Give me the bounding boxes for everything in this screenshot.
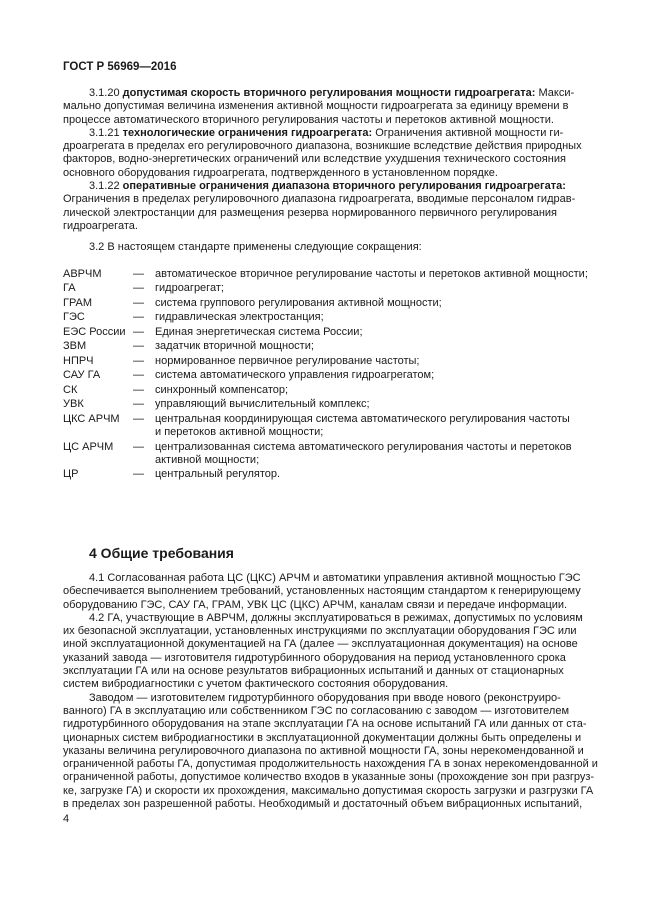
paragraph-first-line [63, 87, 575, 100]
abbreviation-row [63, 468, 557, 481]
paragraph-text: 4.2 ГА, участвующие в АВРЧМ, должны эксплуатироваться в режимах, допустимых по условиям [89, 611, 583, 624]
abbreviation-definition [155, 468, 557, 481]
paragraph-line: гидротурбинного оборудования на этапе эксплуатации ГА на основе испытаний ГА или данных от ста- [63, 718, 587, 731]
paragraph-line: указаны величина регулировочного диапазона по активной мощности ГА, зоны нерекомендованной и [63, 744, 584, 757]
abbreviation-row [63, 297, 557, 310]
definition-line: активной мощности; [155, 453, 260, 466]
paragraph [63, 180, 576, 233]
abbreviation-dash: — [133, 325, 144, 338]
abbreviation-definition [155, 413, 570, 440]
abbreviation-dash: — [133, 412, 144, 425]
abbreviation-code: УВК [63, 398, 84, 411]
paragraph-line: дроагрегата в пределах его регулировочного диапазона, возникшие вследствие действия природных [63, 140, 582, 153]
abbreviation-dash: — [133, 340, 144, 353]
clause-number: 3.1.20 [89, 87, 123, 99]
abbreviation-dash: — [133, 354, 144, 367]
abbreviation-definition [155, 340, 557, 353]
abbreviation-row [63, 412, 570, 440]
paragraph-line: оборудованию ГЭС, САУ ГА, ГРАМ, УВК ЦС (ЦКС) АРЧМ, каналам связи и передаче информации. [63, 598, 568, 611]
paragraph-line: лической электростанции для размещения резерва нормированного первичного регулирования [63, 206, 557, 219]
abbreviation-row [63, 384, 557, 397]
abbreviation-dash: — [133, 369, 144, 382]
abbreviations-intro: 3.2 В настоящем стандарте применены следующие сокращения: [89, 241, 422, 253]
paragraph-text: Заводом — изготовителем гидротурбинного оборудования при вводе нового (реконструиро- [89, 691, 561, 704]
definition-line: централизованная система автоматического регулирования частоты и перетоков [155, 440, 572, 453]
abbreviation-definition [155, 297, 557, 310]
definition-line: система автоматического управления гидроагрегатом; [155, 369, 435, 382]
paragraph-line: в пределах зон разрешенной работы. Необходимый и достаточный объем вибрационных испытаний, [63, 798, 583, 811]
paragraph-first-line [63, 572, 581, 585]
paragraph [63, 87, 575, 127]
section-3-definitions [63, 87, 582, 233]
clause-number: 3.1.21 [89, 126, 123, 139]
abbreviation-code: ГА [63, 282, 76, 295]
paragraph-line: их безопасной эксплуатации, установленных инструкциями по эксплуатации оборудования ГЭС или [63, 625, 577, 638]
document-header: ГОСТ Р 56969—2016 [63, 61, 177, 73]
paragraph [63, 126, 582, 180]
definition-line: управляющий вычислительный комплекс; [155, 398, 370, 411]
abbreviation-row [63, 369, 557, 382]
paragraph-line: иной эксплуатационной документацией на ГА (далее — эксплуатационная документация) на основе [63, 638, 578, 651]
abbreviation-code: АВРЧМ [63, 268, 102, 280]
abbreviation-code: ЦКС АРЧМ [63, 412, 120, 425]
paragraph-line: ке, загрузке ГА) и скорости их прохождения, максимально допустимая скорость загрузки и разгрузки ГА [63, 784, 594, 797]
paragraph-line: гидроагрегата. [63, 219, 138, 232]
definition-line: синхронный компенсатор; [155, 383, 289, 396]
abbreviations-list [63, 268, 588, 483]
paragraph-line: процессе автоматического вторичного регулирования частоты и перетоков активной мощности. [63, 113, 554, 126]
abbreviation-dash: — [133, 311, 144, 324]
paragraph-line: мально допустимая величина изменения активной мощности гидроагрегата за единицу времени в [63, 100, 569, 113]
abbreviation-definition [155, 355, 557, 368]
definition-line: и перетоков активной мощности; [155, 426, 324, 439]
page-number: 4 [63, 813, 70, 825]
paragraph [63, 611, 583, 692]
paragraph-line: факторов, водно-энергетических ограничений или вследствие ухудшения технического состояния [63, 153, 566, 166]
section-4-heading: 4 Общие требования [89, 545, 234, 561]
abbreviation-definition [155, 268, 588, 281]
abbreviation-row [63, 282, 557, 295]
abbreviation-code: ГЭС [63, 311, 85, 324]
abbreviation-code: САУ ГА [63, 369, 101, 382]
section-4-general-requirements [63, 572, 598, 811]
paragraph-line: ограниченной работы ГА, допустимая продолжительность нахождения ГА в зонах нерекомендованной и [63, 758, 598, 771]
abbreviation-dash: — [133, 268, 144, 280]
paragraph-line: систем вибродиагностики с учетом фактического состояния оборудования. [63, 678, 449, 691]
abbreviation-code: ЗВМ [63, 340, 87, 353]
paragraph-line: обеспечивается выполнением требований, установленных настоящим стандартом к генерирующему [63, 585, 581, 598]
abbreviation-row [63, 440, 572, 468]
abbreviation-definition [155, 384, 557, 397]
defined-term: допустимая скорость вторичного регулирования мощности гидроагрегата: [122, 87, 536, 99]
abbreviation-definition [155, 398, 557, 411]
abbreviation-code: СК [63, 383, 78, 396]
paragraph-line: ограниченной работы, допустимое количество входов в указанные зоны (прохождение зон при разгруз- [63, 771, 595, 784]
paragraph-text: 4.1 Согласованная работа ЦС (ЦКС) АРЧМ и автоматики управления активной мощностью ГЭС [89, 572, 581, 584]
abbreviation-row [63, 326, 557, 339]
paragraph-line: указаний завода — изготовителя гидротурбинного оборудования на период установленного срока [63, 651, 566, 664]
abbreviation-definition [155, 311, 557, 324]
definition-line: автоматическое вторичное регулирование частоты и перетоков активной мощности; [155, 268, 588, 280]
abbreviation-code: НПРЧ [63, 354, 94, 367]
paragraph [63, 572, 581, 612]
abbreviation-row [63, 268, 588, 281]
paragraph-text: Макси- [535, 87, 575, 99]
abbreviation-definition [155, 441, 572, 468]
abbreviation-code: ГРАМ [63, 296, 93, 309]
abbreviation-dash: — [133, 383, 144, 396]
paragraph-first-line [63, 611, 583, 625]
paragraph [63, 691, 598, 812]
paragraph-line: ванного) ГА в эксплуатацию или собственником ГЭС по согласованию с заводом — изготовителем [63, 704, 569, 717]
abbreviation-row [63, 311, 557, 324]
abbreviation-code: ЦР [63, 468, 79, 481]
abbreviation-definition [155, 326, 557, 339]
paragraph-line: эксплуатации ГА или на основе результатов вибрационных испытаний и данных от стационарных [63, 665, 564, 678]
paragraph-first-line [63, 126, 564, 140]
paragraph-line: основного оборудования гидроагрегата, подтвержденного в установленном порядке. [63, 166, 498, 179]
abbreviation-row [63, 355, 557, 368]
abbreviation-row [63, 340, 557, 353]
abbreviation-definition [155, 369, 557, 382]
abbreviation-dash: — [133, 468, 144, 481]
abbreviation-code: ЦС АРЧМ [63, 440, 114, 453]
abbreviation-definition [155, 282, 557, 295]
abbreviation-row [63, 398, 557, 411]
abbreviation-code: ЕЭС России [63, 325, 126, 338]
clause-number: 3.1.22 [89, 180, 123, 193]
defined-term: оперативные ограничения диапазона вторичного регулирования гидроагрегата: [122, 180, 566, 193]
definition-line: центральный регулятор. [155, 468, 281, 481]
definition-line: гидроагрегат; [155, 282, 224, 295]
abbreviation-dash: — [133, 398, 144, 411]
defined-term: технологические ограничения гидроагрегата: [122, 126, 373, 139]
definition-line: Единая энергетическая система России; [155, 325, 363, 338]
definition-line: центральная координирующая система автоматического регулирования частоты [155, 412, 570, 425]
abbreviation-dash: — [133, 440, 144, 453]
paragraph-first-line [63, 180, 566, 193]
paragraph-line: Ограничения в пределах регулировочного диапазона гидроагрегата, вводимые персоналом гидрав- [63, 193, 576, 206]
paragraph-text: Ограничения активной мощности ги- [372, 126, 564, 139]
definition-line: гидравлическая электростанция; [155, 311, 324, 324]
abbreviation-dash: — [133, 296, 144, 309]
paragraph-line: ционарных систем вибродиагностики в эксплуатационной документации должны быть определены и [63, 731, 582, 744]
abbreviation-dash: — [133, 282, 144, 295]
paragraph-first-line [63, 691, 561, 705]
definition-line: система группового регулирования активной мощности; [155, 296, 442, 309]
definition-line: нормированное первичное регулирование частоты; [155, 354, 420, 367]
definition-line: задатчик вторичной мощности; [155, 340, 314, 353]
